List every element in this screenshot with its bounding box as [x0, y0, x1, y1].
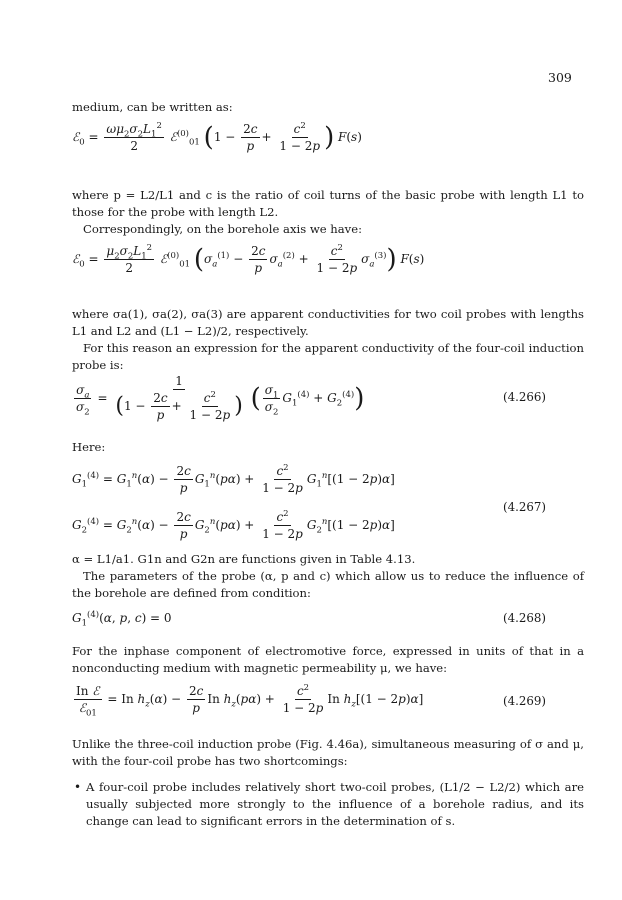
- paragraph-6: Here:: [72, 440, 106, 454]
- equation-4-267: $G_1^{(4)} = G_1^n(\alpha)$ − $\frac{2c}{p}$ $G_1^n(p\alpha)$ + $\frac{c^2}{1 - 2p}$ $G_1^n[(1 - 2p)\alpha]$ $G_2^{(4)} = G_2^n(\alpha)$ − $\frac{2c}{p}$ $G_2^n(p\alpha)$ + $\frac{c^2}{1 - 2p}$ $G_2^n[(1 - 2p)\alpha]$ (4.267): [72, 463, 546, 541]
- equation-e0-2: ℰ$_0$ = $\frac{\mu_2\sigma_2L_1^2}{2}$ ℰ$^{(0)}_{01}$ ($\sigma_a^{(1)}$ − $\frac{2c}{p}$ $\sigma_a^{(2)}$ + $\frac{c^2}{1 - 2p}$ $\sigma_a^{(3)}$) F(s): [72, 243, 425, 275]
- equation-number: (4.269): [503, 694, 546, 708]
- equation-4-266: $\frac{\sigma_a}{\sigma_2}$ = 1 (1 − $\frac{2c}{p}$ + $\frac{c^2}{1 - 2p}$ ) ( $\frac{\sigma_1}{\sigma_2}$ $G_1^{(4)} + G_2^{(4)}$) (4.266): [76, 374, 546, 422]
- paragraph-10: Unlike the three-coil induction probe (Fig. 4.46a), simultaneous measuring of σ and μ, with the four-coil probe has two shortcomings:: [72, 737, 584, 768]
- paragraph-7: α = L1/a1. G1n and G2n are functions given in Table 4.13.: [72, 552, 416, 566]
- paragraph-3: Correspondingly, on the borehole axis we have:: [83, 222, 362, 236]
- equation-number: (4.267): [503, 500, 546, 514]
- equation-e0-1: ℰ$_0$ = $\frac{\omega\mu_2\sigma_2L_1^2}{2}$ ℰ$^{(0)}_{01}$ (1 − $\frac{2c}{p}$ + $\frac{c^2}{1 - 2p}$ ) F(s): [72, 121, 362, 153]
- equation-number: (4.268): [503, 611, 546, 625]
- paragraph-2: where p = L2/L1 and c is the ratio of coil turns of the basic probe with length L1 to those for the probe with length L2.: [72, 188, 584, 219]
- equation-4-268: $G_1^{(4)}(\alpha$, p, c) = 0 (4.268): [72, 610, 546, 629]
- equation-4-269: $\frac{\text{In ℰ}}{ℰ_{01}}$ = In $h_z(\alpha)$ − $\frac{2c}{p}$ In $h_z(p\alpha)$ + $\frac{c^2}{1 - 2p}$ In $h_z[(1 - 2p)\alpha]$ (4.269): [76, 683, 546, 719]
- paragraph-9: For the inphase component of electromotive force, expressed in units of that in a nonconducting medium with magnetic permeability μ, we have:: [72, 644, 584, 675]
- equation-number: (4.266): [503, 390, 546, 404]
- paragraph-8: The parameters of the probe (α, p and c) which allow us to reduce the influence of the borehole are defined from condition:: [72, 569, 584, 600]
- paragraph-5: For this reason an expression for the apparent conductivity of the four-coil induction probe is:: [72, 341, 584, 372]
- bullet-text: A four-coil probe includes relatively short two-coil probes, (L1/2 − L2/2) which are usually subjected more strongly to the influence of a borehole radius, and its change can lead to significant errors in the determination of s.: [86, 780, 584, 828]
- paragraph-1: medium, can be written as:: [72, 100, 233, 114]
- page-number: 309: [548, 70, 572, 85]
- bullet-item: [74, 779, 584, 830]
- bullet-icon: •: [74, 780, 82, 794]
- paragraph-4: where σa(1), σa(2), σa(3) are apparent conductivities for two coil probes with lengths L1 and L2 and (L1 − L2)/2, respectively.: [72, 307, 584, 338]
